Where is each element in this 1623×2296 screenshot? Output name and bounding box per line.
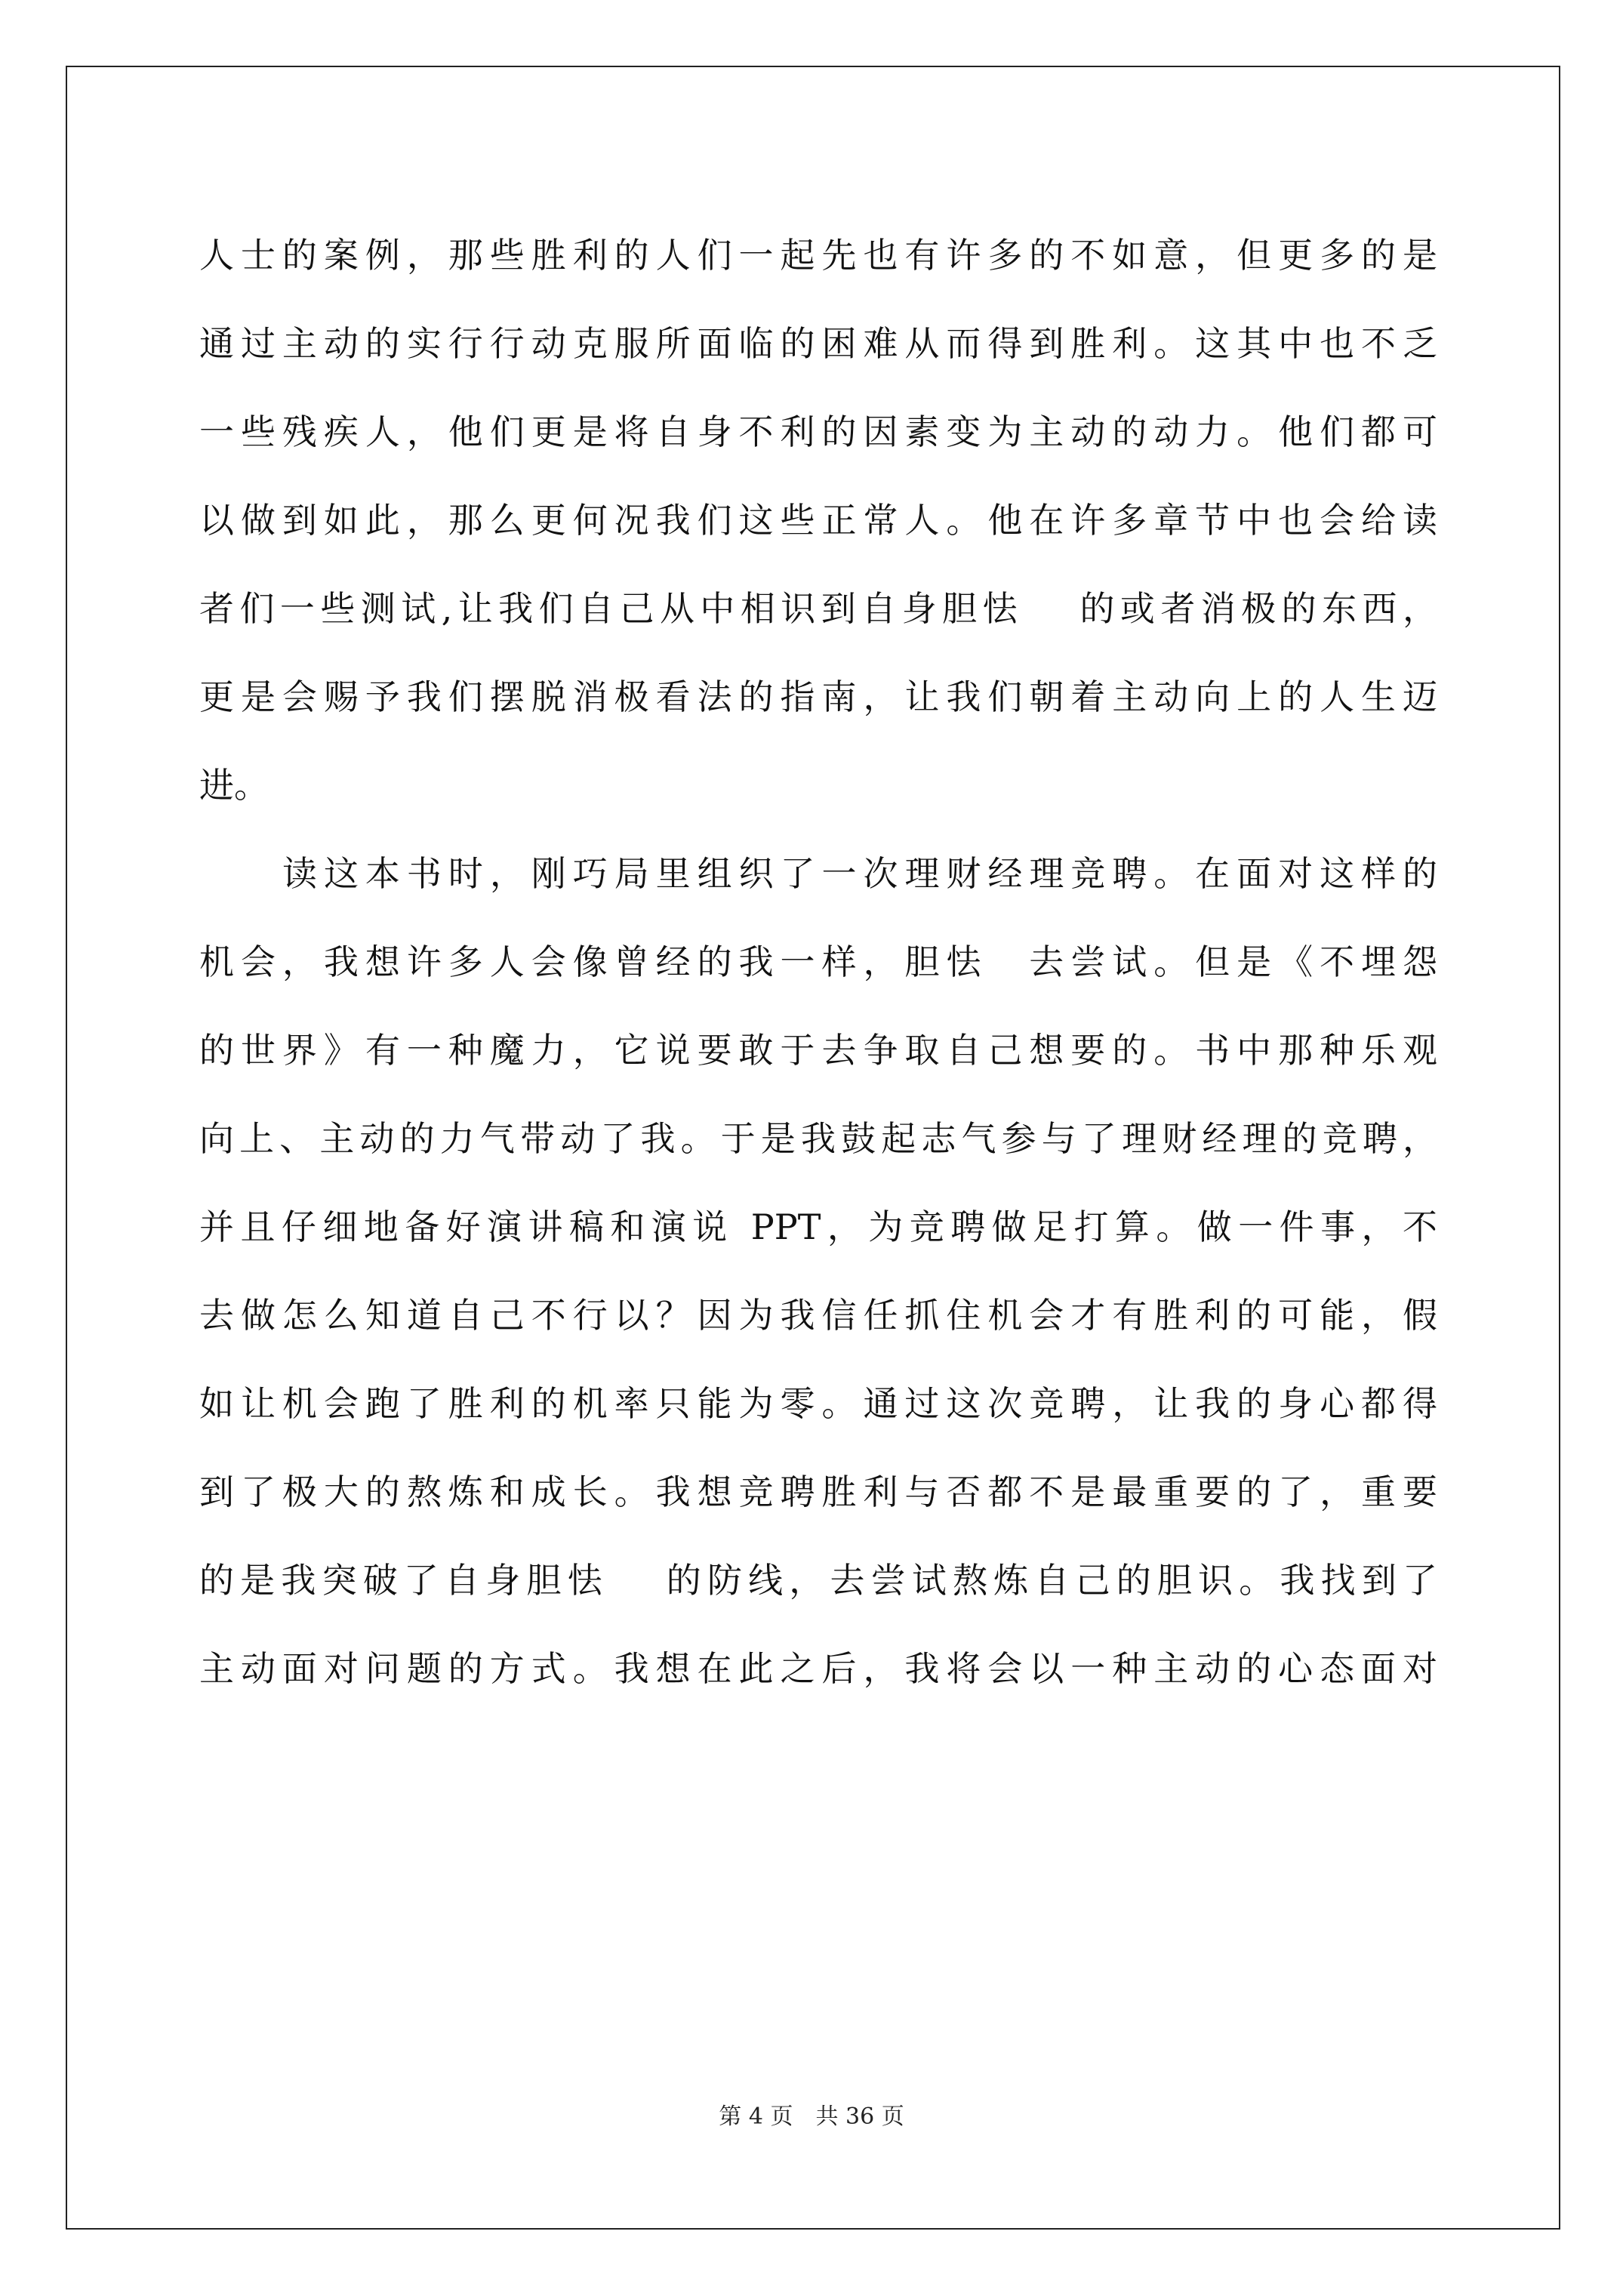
text-line: 者们一些测试,让我们自己从中相识到自身胆怯 的或者消极的东西，: [199, 588, 1437, 629]
text-line: 去做怎么知道自己不行以？因为我信任抓住机会才有胜利的可能，假: [199, 1295, 1437, 1336]
text-line: 向上、主动的力气带动了我。于是我鼓起志气参与了理财经理的竞聘，: [199, 1118, 1437, 1159]
page-number-footer: 第 4 页 共 36 页: [719, 2103, 904, 2130]
text-line: 一些残疾人，他们更是将自身不利的因素变为主动的动力。他们都可: [199, 411, 1437, 452]
text-line: 读这本书时，刚巧局里组织了一次理财经理竞聘。在面对这样的: [282, 853, 1437, 894]
text-line: 的是我突破了自身胆怯 的防线，去尝试熬炼自己的胆识。我找到了: [199, 1560, 1437, 1601]
text-line: 通过主动的实行行动克服所面临的困难从而得到胜利。这其中也不乏: [199, 323, 1437, 364]
text-line: 并且仔细地备好演讲稿和演说 PPT，为竞聘做足打算。做一件事，不: [199, 1207, 1437, 1247]
text-line: 人士的案例，那些胜利的人们一起先也有许多的不如意，但更多的是: [199, 235, 1437, 276]
text-line: 如让机会跑了胜利的机率只能为零。通过这次竞聘，让我的身心都得: [199, 1383, 1437, 1424]
text-line: 以做到如此，那么更何况我们这些正常人。他在许多章节中也会给读: [199, 500, 1437, 541]
text-line: 到了极大的熬炼和成长。我想竞聘胜利与否都不是最重要的了，重要: [199, 1472, 1437, 1512]
text-line: 机会，我想许多人会像曾经的我一样，胆怯 去尝试。但是《不埋怨: [199, 942, 1437, 982]
text-line: 更是会赐予我们摆脱消极看法的指南，让我们朝着主动向上的人生迈: [199, 676, 1437, 717]
text-line: 主动面对问题的方式。我想在此之后，我将会以一种主动的心态面对: [199, 1648, 1437, 1689]
document-body: [199, 211, 1437, 1713]
text-line: 进。: [199, 765, 269, 806]
text-line: 的世界》有一种魔力，它说要敢于去争取自己想要的。书中那种乐观: [199, 1030, 1437, 1071]
